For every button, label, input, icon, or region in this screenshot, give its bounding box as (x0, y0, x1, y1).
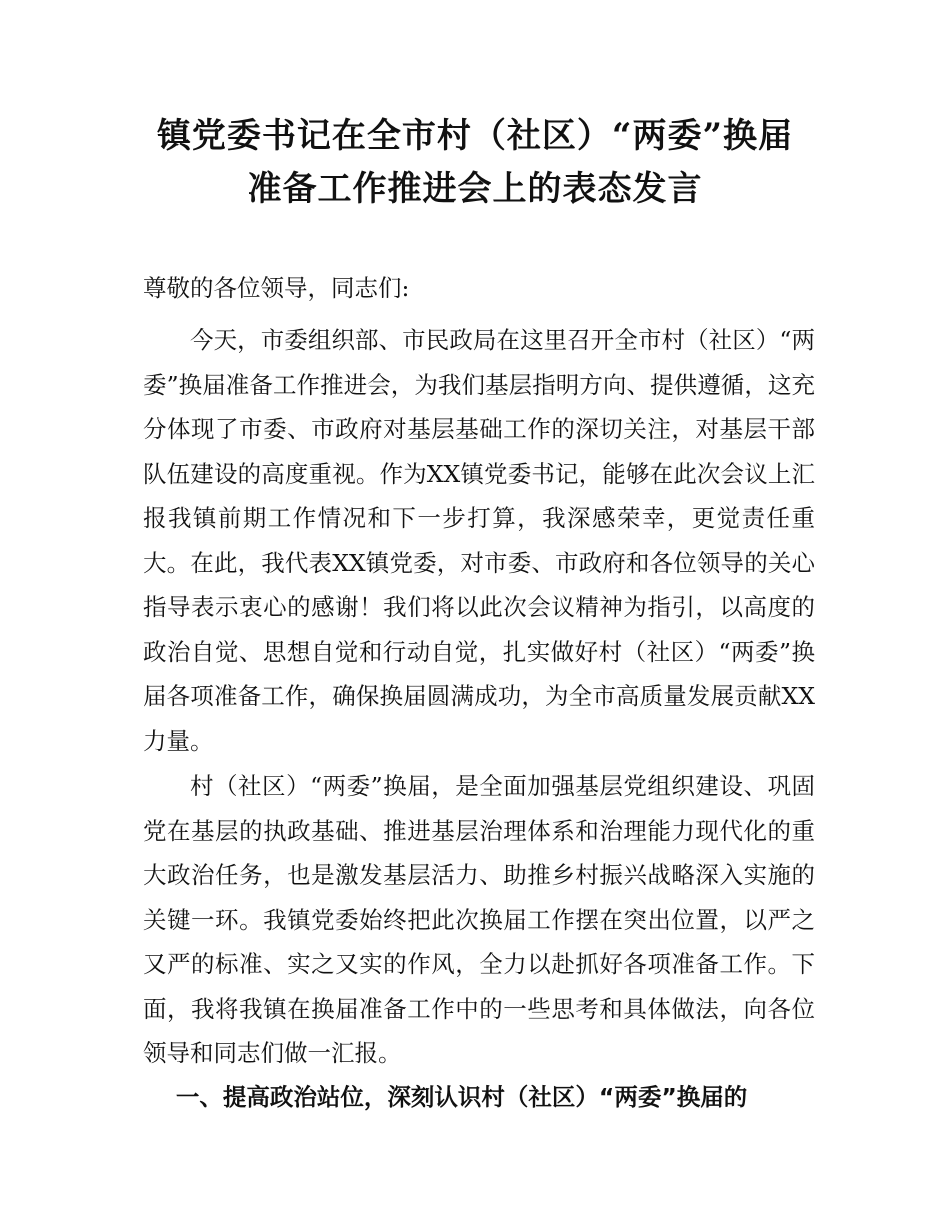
paragraph-significance: 村（社区）“两委”换届，是全面加强基层党组织建设、巩固党在基层的执政基础、推进基层治理体系和治理能力现代化的重大政治任务，也是激发基层活力、助推乡村振兴战略深入实施的关键一环。我镇党委始终把此次换届工作摆在突出位置，以严之又严的标准、实之又实的作风，全力以赴抓好各项准备工作。下面，我将我镇在换届准备工作中的一些思考和具体做法，向各位领导和同志们做一汇报。 (143, 772, 815, 1067)
salutation: 尊敬的各位领导，同志们: (143, 274, 410, 302)
paragraph-opening: 今天，市委组织部、市民政局在这里召开全市村（社区）“两委”换届准备工作推进会，为我们基层指明方向、提供遵循，这充分体现了市委、市政府对基层基础工作的深切关注，对基层干部队伍建设的高度重视。作为XX镇党委书记，能够在此次会议上汇报我镇前期工作情况和下一步打算，我深感荣幸，更觉责任重大。在此，我代表XX镇党委，对市委、市政府和各位领导的关心指导表示衷心的感谢！我们将以此次会议精神为指引，以高度的政治自觉、思想自觉和行动自觉，扎实做好村（社区）“两委”换届各项准备工作，确保换届圆满成功，为全市高质量发展贡献XX力量。 (143, 326, 815, 755)
document-title (120, 110, 830, 216)
section-heading-1: 一、提高政治站位，深刻认识村（社区）“两委”换届的 (175, 1083, 748, 1111)
title-line-1: 镇党委书记在全市村（社区）“两委”换届 (156, 116, 794, 156)
title-line-2: 准备工作推进会上的表态发言 (247, 169, 703, 209)
